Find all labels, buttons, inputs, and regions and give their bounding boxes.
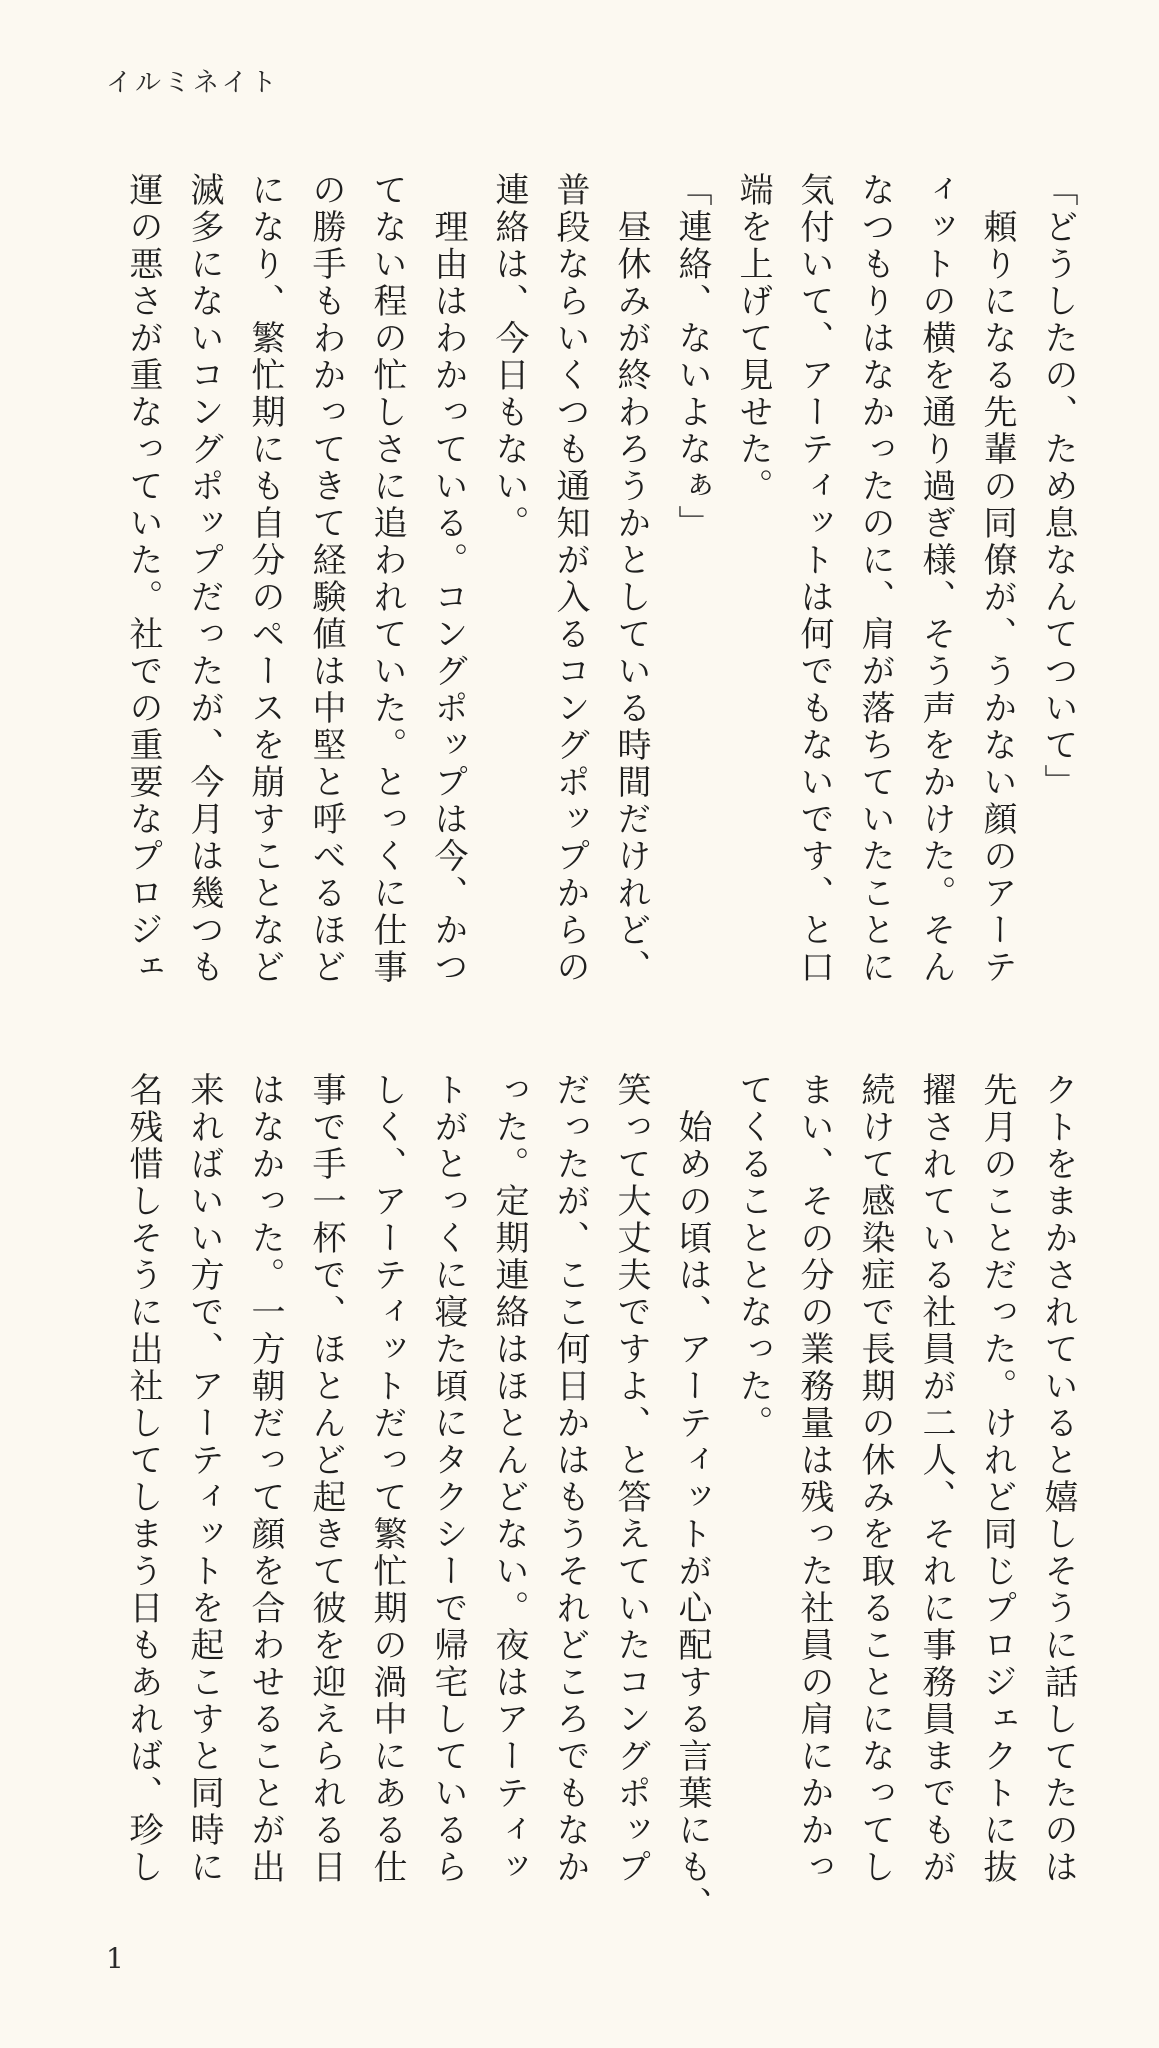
text-column: 始めの頃は、アーティットが心配する言葉にも、 [672,1072,712,1923]
text-column: になり、繁忙期にも自分のペースを崩すことなど [245,172,285,986]
text-column: だったが、ここ何日かはもうそれどころでもなか [550,1072,590,1886]
text-column: 先月のことだった。けれど同じプロジェクトに抜 [977,1072,1017,1886]
text-column: った。定期連絡はほとんどない。夜はアーティッ [489,1072,529,1886]
text-column: 名残惜しそうに出社してしまう日もあれば、珍し [123,1072,163,1886]
text-column: 続けて感染症で長期の休みを取ることになってし [855,1072,895,1886]
text-column: てくることとなった。 [733,1072,773,1442]
text-column: クトをまかされていると嬉しそうに話してたのは [1038,1072,1078,1886]
text-column: 昼休みが終わろうかとしている時間だけれど、 [611,172,651,986]
text-column: の勝手もわかってきて経験値は中堅と呼べるほど [306,172,346,986]
text-column: 気付いて、アーティットは何でもないです、と口 [794,172,834,986]
text-column: 「どうしたの、ため息なんてついて」 [1038,172,1078,801]
page-number: 1 [106,1942,124,1975]
text-block-top [88,172,1088,1032]
text-column: はなかった。一方朝だって顔を合わせることが出 [245,1072,285,1886]
text-column: 運の悪さが重なっていた。社での重要なプロジェ [123,172,163,986]
text-column: 普段ならいくつも通知が入るコングポップからの [550,172,590,986]
text-column: 理由はわかっている。コングポップは今、かつ [428,172,468,986]
text-column: てない程の忙しさに追われていた。とっくに仕事 [367,172,407,986]
text-column: 滅多にないコングポップだったが、今月は幾つも [184,172,224,986]
book-title: イルミネイト [106,68,280,98]
text-column: 来ればいい方で、アーティットを起こすと同時に [184,1072,224,1886]
text-block-bottom [88,1072,1088,1932]
text-column: なつもりはなかったのに、肩が落ちていたことに [855,172,895,986]
text-column: 笑って大丈夫ですよ、と答えていたコングポップ [611,1072,651,1886]
text-column: 「連絡、ないよなぁ」 [672,172,712,542]
text-column: 擢されている社員が二人、それに事務員までもが [916,1072,956,1886]
text-column: トがとっくに寝た頃にタクシーで帰宅しているら [428,1072,468,1886]
text-column: 頼りになる先輩の同僚が、うかない顔のアーテ [977,172,1017,986]
text-column: ィットの横を通り過ぎ様、そう声をかけた。そん [916,172,956,986]
text-column: まい、その分の業務量は残った社員の肩にかかっ [794,1072,834,1886]
text-column: 事で手一杯で、ほとんど起きて彼を迎えられる日 [306,1072,346,1886]
text-column: しく、アーティットだって繁忙期の渦中にある仕 [367,1072,407,1886]
text-column: 連絡は、今日もない。 [489,172,529,542]
text-column: 端を上げて見せた。 [733,172,773,505]
